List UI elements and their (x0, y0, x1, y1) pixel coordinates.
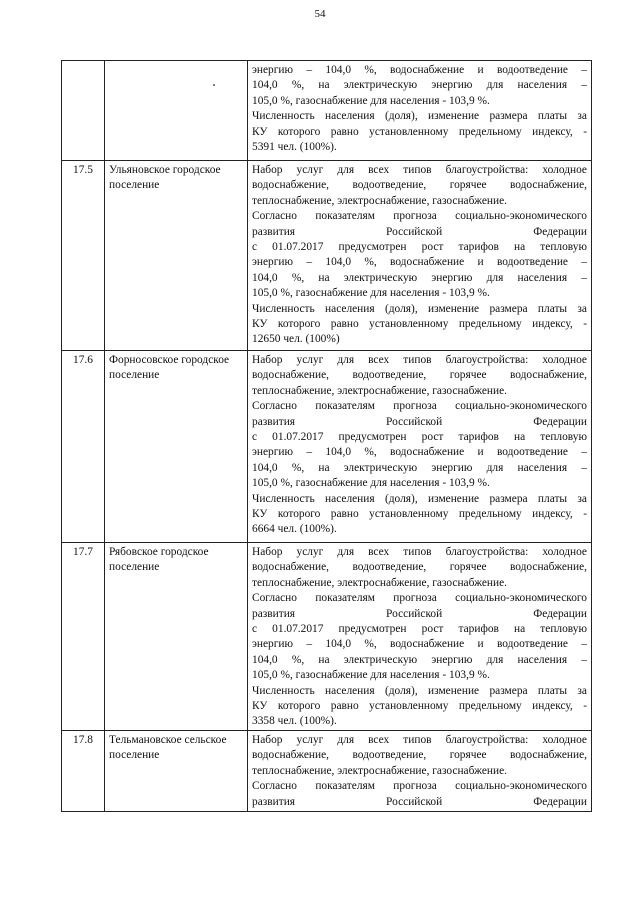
description-line: 5391 чел. (100%). (252, 141, 337, 154)
settlement-name: Рябовское городское поселение (105, 543, 248, 731)
description-line: развития Российской Федерации (252, 795, 587, 808)
description-line: Согласно показателям прогноза социально-экономического (252, 400, 587, 413)
description-line: Согласно показателям прогноза социально-экономического (252, 780, 587, 793)
description-line: развития Российской Федерации (252, 415, 587, 428)
description-line: Численность населения (доля), изменение размера платы за (252, 302, 587, 315)
table-row (62, 731, 592, 812)
description-cell (248, 61, 592, 161)
description-line: водоснабжение, водоотведение, горячее водоснабжение, (252, 749, 587, 762)
settlement-name: Тельмановское сельское поселение (105, 731, 248, 812)
description-cell (248, 731, 592, 812)
settlement-name: Ульяновское городское поселение (105, 161, 248, 351)
description-line: Численность населения (доля), изменение размера платы за (252, 492, 587, 505)
description-line: энергию – 104,0 %, водоснабжение и водоотведение – (252, 638, 587, 651)
description-line: Численность населения (доля), изменение размера платы за (252, 110, 587, 123)
table-row (62, 351, 592, 543)
description-line: энергию – 104,0 %, водоснабжение и водоотведение – (252, 256, 587, 269)
description-line: 104,0 %, на электрическую энергию для населения – (252, 79, 587, 92)
description-cell (248, 351, 592, 543)
description-line: 12650 чел. (100%) (252, 333, 340, 346)
row-number: 17.8 (62, 731, 105, 812)
row-number: 17.6 (62, 351, 105, 543)
description-line: 105,0 %, газоснабжение для населения - 103,9 %. (252, 287, 490, 300)
description-line: водоснабжение, водоотведение, горячее водоснабжение, (252, 561, 587, 574)
scan-speck (213, 84, 215, 86)
description-line: 104,0 %, на электрическую энергию для населения – (252, 461, 587, 474)
description-line: энергию – 104,0 %, водоснабжение и водоотведение – (252, 64, 587, 76)
description-line: водоснабжение, водоотведение, горячее водоснабжение, (252, 179, 587, 192)
row-number: 17.5 (62, 161, 105, 351)
table-row (62, 61, 592, 161)
table-row (62, 543, 592, 731)
description-line: энергию – 104,0 %, водоснабжение и водоотведение – (252, 446, 587, 459)
description-line: КУ которого равно установленному предельному индексу, - (252, 508, 587, 521)
description-line: 105,0 %, газоснабжение для населения - 103,9 %. (252, 669, 490, 682)
description-line: с 01.07.2017 предусмотрен рост тарифов на тепловую (252, 241, 587, 254)
description-line: Набор услуг для всех типов благоустройства: холодное (252, 546, 587, 558)
description-line: Согласно показателям прогноза социально-экономического (252, 210, 587, 223)
description-cell (248, 161, 592, 351)
description-line: 3358 чел. (100%). (252, 715, 337, 728)
description-line: КУ которого равно установленному предельному индексу, - (252, 125, 587, 138)
description-line: 6664 чел. (100%). (252, 523, 337, 536)
description-line: теплоснабжение, электроснабжение, газоснабжение. (252, 384, 507, 397)
description-line: теплоснабжение, электроснабжение, газоснабжение. (252, 194, 507, 207)
description-line: КУ которого равно установленному предельному индексу, - (252, 700, 587, 713)
row-number (62, 61, 105, 161)
row-number: 17.7 (62, 543, 105, 731)
description-line: Набор услуг для всех типов благоустройства: холодное (252, 734, 587, 746)
description-line: КУ которого равно установленному предельному индексу, - (252, 318, 587, 331)
description-line: Согласно показателям прогноза социально-экономического (252, 592, 587, 605)
description-line: теплоснабжение, электроснабжение, газоснабжение. (252, 764, 507, 777)
description-line: Набор услуг для всех типов благоустройства: холодное (252, 354, 587, 366)
description-line: развития Российской Федерации (252, 607, 587, 620)
description-line: теплоснабжение, электроснабжение, газоснабжение. (252, 576, 507, 589)
tariff-table (61, 60, 592, 812)
description-line: Численность населения (доля), изменение размера платы за (252, 684, 587, 697)
settlement-name: Форносовское городское поселение (105, 351, 248, 543)
description-line: водоснабжение, водоотведение, горячее водоснабжение, (252, 369, 587, 382)
page-number: 54 (314, 8, 326, 20)
description-line: Набор услуг для всех типов благоустройства: холодное (252, 164, 587, 176)
description-cell (248, 543, 592, 731)
table-row (62, 161, 592, 351)
description-line: 104,0 %, на электрическую энергию для населения – (252, 653, 587, 666)
description-line: 105,0 %, газоснабжение для населения - 103,9 %. (252, 94, 490, 107)
settlement-name (105, 61, 248, 161)
description-line: развития Российской Федерации (252, 225, 587, 238)
description-line: 105,0 %, газоснабжение для населения - 103,9 %. (252, 477, 490, 490)
description-line: 104,0 %, на электрическую энергию для населения – (252, 271, 587, 284)
description-line: с 01.07.2017 предусмотрен рост тарифов на тепловую (252, 431, 587, 444)
description-line: с 01.07.2017 предусмотрен рост тарифов на тепловую (252, 623, 587, 636)
